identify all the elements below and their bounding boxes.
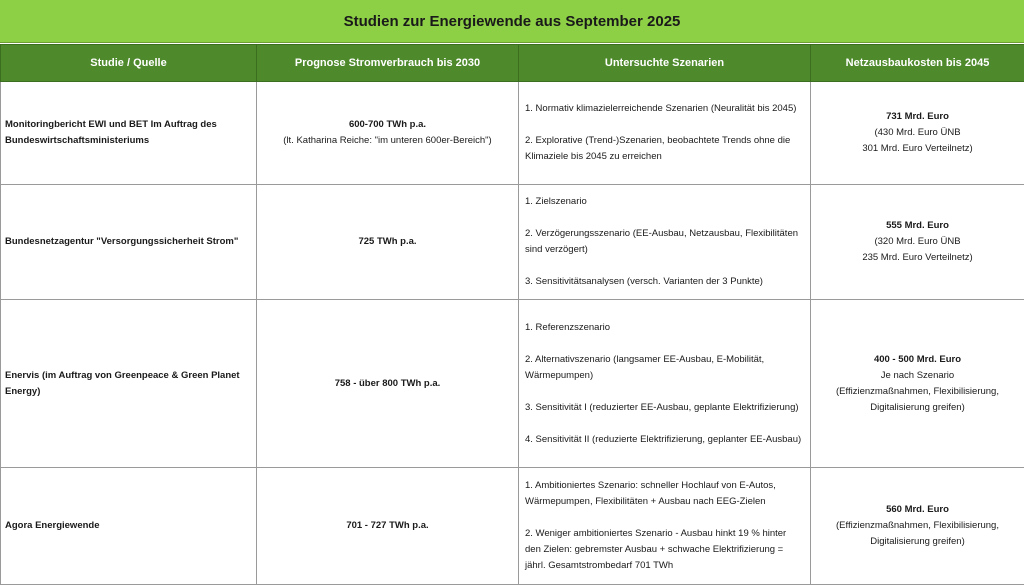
header-study: Studie / Quelle bbox=[1, 45, 257, 82]
cost-value: 560 Mrd. Euro bbox=[815, 502, 1020, 518]
scenario-item: 1. Referenzszenario bbox=[525, 320, 804, 336]
cost-detail: (430 Mrd. Euro ÜNB bbox=[815, 125, 1020, 141]
forecast-cell bbox=[257, 300, 519, 468]
study-cell: Enervis (im Auftrag von Greenpeace & Green Planet Energy) bbox=[1, 300, 257, 468]
scenario-item: 1. Ambitioniertes Szenario: schneller Hochlauf von E-Autos, Wärmepumpen, Flexibilitäten + Ausbau nach EEG-Zielen bbox=[525, 478, 804, 510]
table-row bbox=[1, 300, 1024, 468]
forecast-value: 758 - über 800 TWh p.a. bbox=[261, 376, 514, 392]
cost-detail: Je nach Szenario bbox=[815, 368, 1020, 384]
costs-cell bbox=[811, 185, 1024, 300]
costs-cell bbox=[811, 468, 1024, 585]
forecast-cell bbox=[257, 82, 519, 185]
forecast-cell bbox=[257, 185, 519, 300]
header-costs: Netzausbaukosten bis 2045 bbox=[811, 45, 1024, 82]
cost-value: 555 Mrd. Euro bbox=[815, 218, 1020, 234]
cost-detail: (Effizienzmaßnahmen, Flexibilisierung, Digitalisierung greifen) bbox=[815, 384, 1020, 416]
scenario-item: 4. Sensitivität II (reduzierte Elektrifizierung, geplanter EE-Ausbau) bbox=[525, 432, 804, 448]
table-row bbox=[1, 82, 1024, 185]
costs-cell bbox=[811, 82, 1024, 185]
page-title: Studien zur Energiewende aus September 2025 bbox=[0, 0, 1024, 43]
scenario-item: 2. Weniger ambitioniertes Szenario - Ausbau hinkt 19 % hinter den Zielen: gebremster Ausbau + schwache Elektrifizierung = jährl. Gesamtstrombedarf 701 TWh bbox=[525, 526, 804, 574]
header-forecast: Prognose Stromverbrauch bis 2030 bbox=[257, 45, 519, 82]
table-row bbox=[1, 468, 1024, 585]
cost-value: 731 Mrd. Euro bbox=[815, 109, 1020, 125]
scenario-item: 1. Normativ klimazielerreichende Szenarien (Neuralität bis 2045) bbox=[525, 101, 804, 117]
scenarios-cell bbox=[519, 82, 811, 185]
scenario-item: 3. Sensitivitätsanalysen (versch. Varianten der 3 Punkte) bbox=[525, 274, 804, 290]
study-cell: Bundesnetzagentur "Versorgungssicherheit Strom" bbox=[1, 185, 257, 300]
forecast-note: (lt. Katharina Reiche: "im unteren 600er-Bereich") bbox=[261, 133, 514, 149]
table-row bbox=[1, 185, 1024, 300]
costs-cell bbox=[811, 300, 1024, 468]
scenario-item: 2. Alternativszenario (langsamer EE-Ausbau, E-Mobilität, Wärmepumpen) bbox=[525, 352, 804, 384]
cost-detail: 235 Mrd. Euro Verteilnetz) bbox=[815, 250, 1020, 266]
scenario-item: 3. Sensitivität I (reduzierter EE-Ausbau, geplante Elektrifizierung) bbox=[525, 400, 804, 416]
study-cell: Agora Energiewende bbox=[1, 468, 257, 585]
study-cell: Monitoringbericht EWI und BET Im Auftrag des Bundeswirtschaftsministeriums bbox=[1, 82, 257, 185]
cost-detail: (Effizienzmaßnahmen, Flexibilisierung, Digitalisierung greifen) bbox=[815, 518, 1020, 550]
table-header-row bbox=[1, 45, 1024, 82]
forecast-value: 701 - 727 TWh p.a. bbox=[261, 518, 514, 534]
forecast-cell bbox=[257, 468, 519, 585]
forecast-value: 725 TWh p.a. bbox=[261, 234, 514, 250]
scenarios-cell bbox=[519, 300, 811, 468]
header-scenarios: Untersuchte Szenarien bbox=[519, 45, 811, 82]
scenario-item: 2. Explorative (Trend-)Szenarien, beobachtete Trends ohne die Klimaziele bis 2045 zu erreichen bbox=[525, 133, 804, 165]
forecast-value: 600-700 TWh p.a. bbox=[261, 117, 514, 133]
cost-detail: 301 Mrd. Euro Verteilnetz) bbox=[815, 141, 1020, 157]
scenarios-cell bbox=[519, 185, 811, 300]
cost-detail: (320 Mrd. Euro ÜNB bbox=[815, 234, 1020, 250]
studies-table bbox=[0, 44, 1024, 585]
scenarios-cell bbox=[519, 468, 811, 585]
scenario-item: 2. Verzögerungsszenario (EE-Ausbau, Netzausbau, Flexibilitäten sind verzögert) bbox=[525, 226, 804, 258]
scenario-item: 1. Zielszenario bbox=[525, 194, 804, 210]
cost-value: 400 - 500 Mrd. Euro bbox=[815, 352, 1020, 368]
